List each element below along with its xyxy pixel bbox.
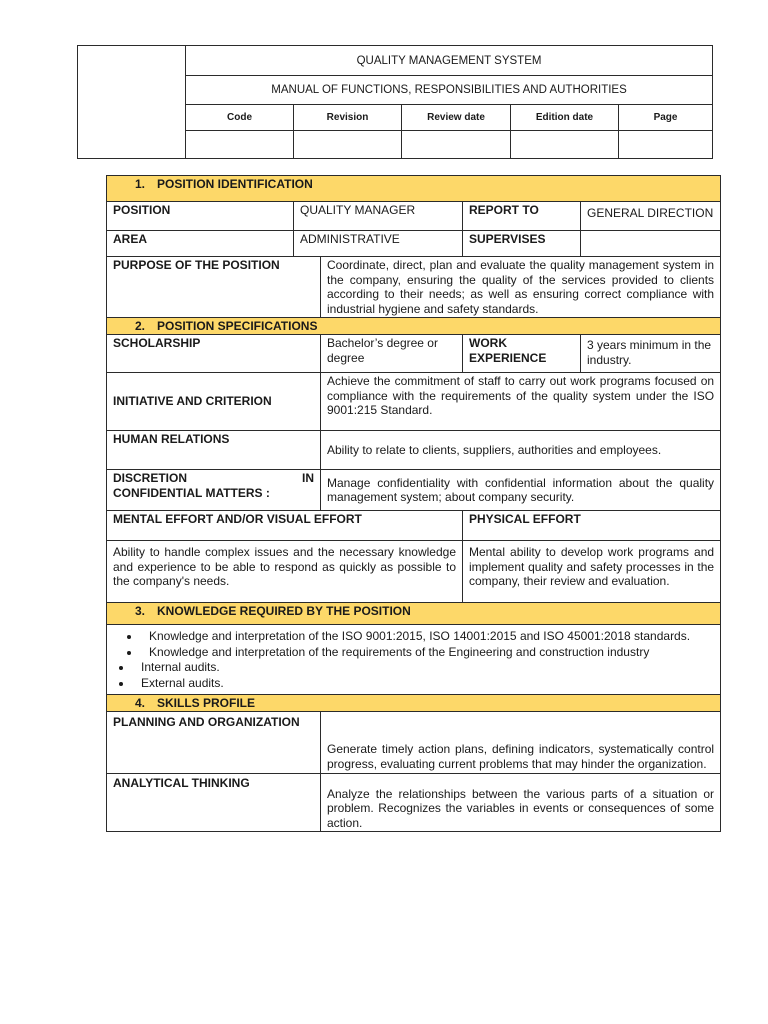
knowledge-item-text: External audits. <box>141 675 224 690</box>
code-header: Code <box>186 105 294 131</box>
discretion-label <box>107 470 321 511</box>
edition-date-header: Edition date <box>511 105 619 131</box>
section-number: 1. <box>135 177 146 191</box>
edition-date-value <box>511 131 619 159</box>
manual-title: MANUAL OF FUNCTIONS, RESPONSIBILITIES AND AUTHORITIES <box>186 76 713 105</box>
document-header-table <box>77 45 713 159</box>
planning-label: PLANNING AND ORGANIZATION <box>107 712 321 774</box>
initiative-label: INITIATIVE AND CRITERION <box>107 373 321 431</box>
knowledge-item <box>133 676 714 692</box>
section-number: 3. <box>135 604 146 618</box>
knowledge-list <box>113 629 714 691</box>
work-experience-label: WORK EXPERIENCE <box>463 335 581 373</box>
page-header: Page <box>619 105 713 131</box>
system-title: QUALITY MANAGEMENT SYSTEM <box>186 46 713 76</box>
area-label: AREA <box>107 231 294 257</box>
page-value <box>619 131 713 159</box>
position-value: QUALITY MANAGER <box>294 202 463 231</box>
discretion-value: Manage confidentiality with confidential information about the quality management system; about company security. <box>321 470 721 511</box>
work-experience-value: 3 years minimum in the industry. <box>581 335 721 373</box>
human-relations-label: HUMAN RELATIONS <box>107 431 321 470</box>
code-value <box>186 131 294 159</box>
section-skills-profile <box>107 695 721 712</box>
knowledge-item-text: Knowledge and interpretation of the requirements of the Engineering and construction industry <box>149 644 650 659</box>
review-date-header: Review date <box>402 105 511 131</box>
analytical-label: ANALYTICAL THINKING <box>107 774 321 832</box>
supervises-label: SUPERVISES <box>463 231 581 257</box>
area-value: ADMINISTRATIVE <box>294 231 463 257</box>
section-title: KNOWLEDGE REQUIRED BY THE POSITION <box>157 604 411 618</box>
logo-box <box>78 46 186 159</box>
scholarship-label: SCHOLARSHIP <box>107 335 321 373</box>
human-relations-value: Ability to relate to clients, suppliers, authorities and employees. <box>321 431 721 470</box>
knowledge-item <box>133 660 714 676</box>
analytical-value: Analyze the relationships between the various parts of a situation or problem. Recognizes the variables in events or consequences of some action. <box>321 774 721 832</box>
knowledge-list-cell <box>107 625 721 695</box>
knowledge-item-text: Internal audits. <box>141 660 220 674</box>
review-date-value <box>402 131 511 159</box>
discretion-label-word: DISCRETION <box>113 471 188 485</box>
supervises-value <box>581 231 721 257</box>
mental-effort-label: MENTAL EFFORT AND/OR VISUAL EFFORT <box>107 511 463 541</box>
planning-value: Generate timely action plans, defining indicators, systematically control progress, evaluating current problems that may hinder the organization. <box>321 712 721 774</box>
knowledge-item <box>141 645 714 661</box>
revision-header: Revision <box>294 105 402 131</box>
report-to-label: REPORT TO <box>463 202 581 231</box>
section-number: 2. <box>135 319 146 333</box>
section-position-specifications <box>107 318 721 335</box>
discretion-label-in: IN <box>302 471 314 485</box>
section-title: POSITION SPECIFICATIONS <box>157 319 318 333</box>
section-position-identification <box>107 176 721 202</box>
section-title: POSITION IDENTIFICATION <box>157 177 313 191</box>
knowledge-item <box>141 629 714 645</box>
initiative-value: Achieve the commitment of staff to carry out work programs focused on compliance with the requirements of the quality system under the ISO 9001:215 Standard. <box>321 373 721 431</box>
report-to-value: GENERAL DIRECTION <box>581 202 721 231</box>
section-title: SKILLS PROFILE <box>157 696 256 710</box>
scholarship-value: Bachelor’s degree or degree <box>321 335 463 373</box>
purpose-label: PURPOSE OF THE POSITION <box>107 257 321 318</box>
position-label: POSITION <box>107 202 294 231</box>
purpose-value: Coordinate, direct, plan and evaluate the quality management system in the company, ensuring the quality of the services provided to clients according to their needs; as well as ensuring correct compliance with industrial hygiene and safety standards. <box>321 257 721 318</box>
discretion-label-line2: CONFIDENTIAL MATTERS : <box>113 485 270 500</box>
job-description-table <box>106 175 721 832</box>
knowledge-item-text: Knowledge and interpretation of the ISO 9001:2015, ISO 14001:2015 and ISO 45001:2018 standards. <box>149 629 691 643</box>
section-number: 4. <box>135 696 146 710</box>
physical-effort-value: Mental ability to develop work programs and implement quality and safety processes in the company, their review and evaluation. <box>463 541 721 603</box>
physical-effort-label: PHYSICAL EFFORT <box>463 511 721 541</box>
revision-value <box>294 131 402 159</box>
mental-effort-value: Ability to handle complex issues and the necessary knowledge and experience to be able to respond as quickly as possible to the company's needs. <box>107 541 463 603</box>
section-knowledge-required <box>107 603 721 625</box>
